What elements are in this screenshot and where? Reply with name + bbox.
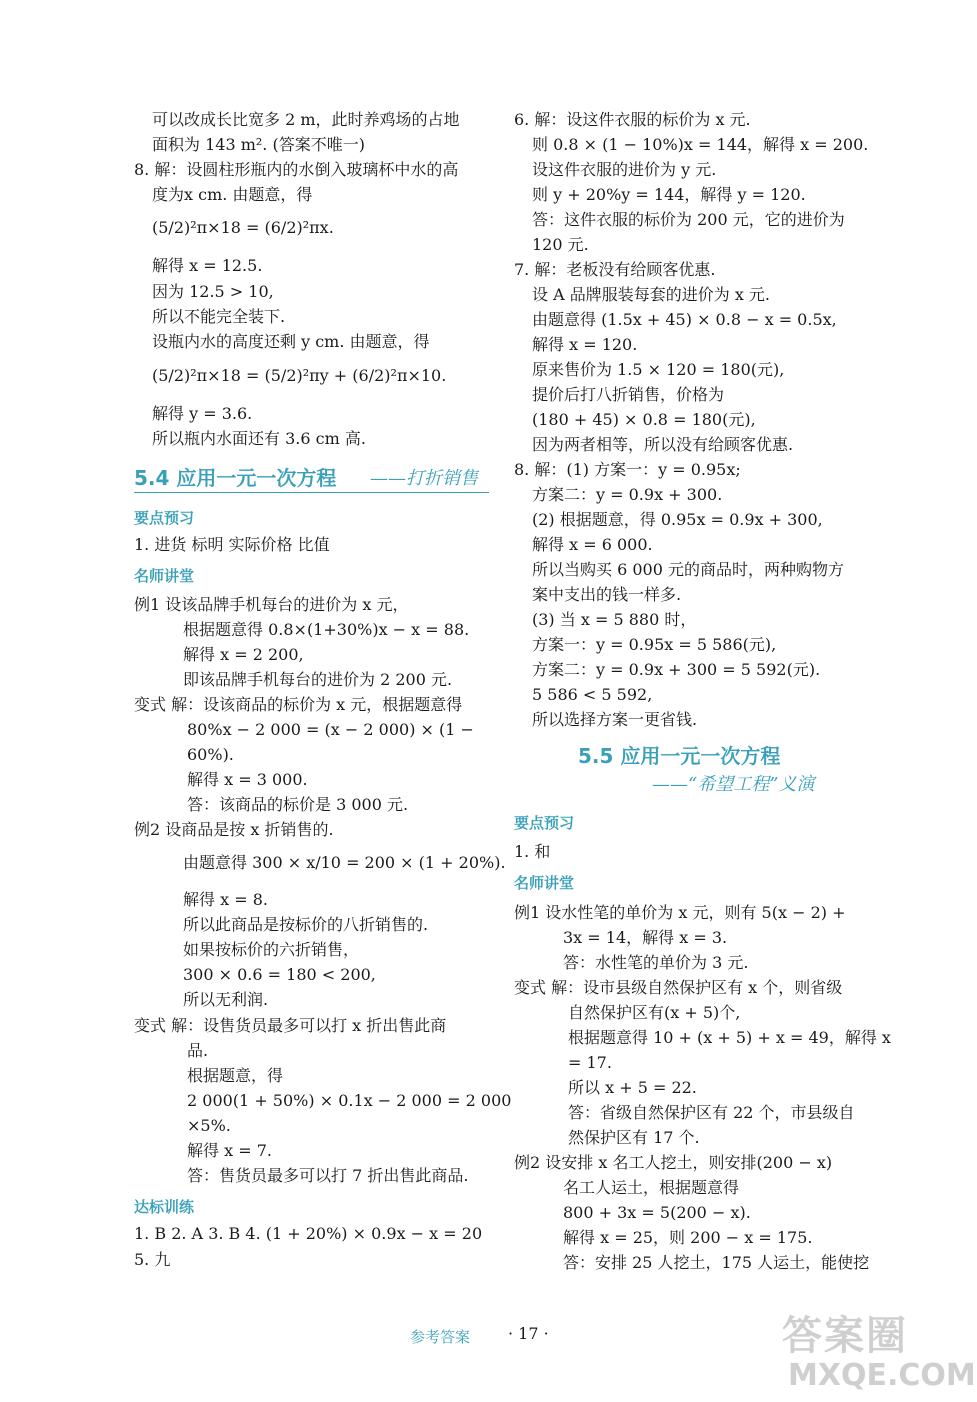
text-line: 2 000(1 + 50%) × 0.1x − 2 000 = 2 000	[187, 1091, 512, 1110]
text-line: 则 0.8 × (1 − 10%)x = 144，解得 x = 200.	[532, 135, 869, 154]
text-line: 60%).	[187, 745, 234, 764]
text-line: (3) 当 x = 5 880 时，	[532, 610, 697, 629]
text-line: 变式 解：设售货员最多可以打 x 折出售此商	[134, 1016, 447, 1035]
text-line: 方案二：y = 0.9x + 300.	[532, 485, 723, 504]
text-line: 8. 解：设圆柱形瓶内的水倒入玻璃杯中水的高	[134, 160, 459, 179]
text-line: 例2 设商品是按 x 折销售的.	[134, 820, 334, 839]
text-line: 根据题意，得	[187, 1066, 284, 1085]
page-number: · 17 ·	[508, 1324, 549, 1343]
footer-label: 参考答案	[410, 1328, 471, 1346]
text-line: 解得 x = 12.5.	[152, 256, 263, 275]
text-line: 方案一：y = 0.95x = 5 586(元),	[532, 635, 777, 654]
heading-preview: 要点预习	[514, 814, 575, 832]
heading-preview: 要点预习	[134, 509, 195, 527]
text-line: 800 + 3x = 5(200 − x).	[563, 1203, 751, 1222]
text-line: 案中支出的钱一样多.	[532, 585, 682, 604]
text-line: 名工人运土，根据题意得	[563, 1178, 740, 1197]
text-line: 解得 x = 7.	[187, 1141, 272, 1160]
text-line: 解得 y = 3.6.	[152, 404, 253, 423]
text-line: (180 + 45) × 0.8 = 180(元),	[532, 410, 756, 429]
text-line: 根据题意得 0.8×(1+30%)x − x = 88.	[183, 620, 470, 639]
text-line: 由题意得 (1.5x + 45) × 0.8 − x = 0.5x,	[532, 310, 837, 329]
text-line: 6. 解：设这件衣服的标价为 x 元.	[514, 110, 751, 129]
text-line: 1. B 2. A 3. B 4. (1 + 20%) × 0.9x − x = 20	[134, 1224, 483, 1243]
text-line: 答：售货员最多可以打 7 折出售此商品.	[187, 1166, 469, 1185]
text-line: 例2 设安排 x 名工人挖土，则安排(200 − x)	[514, 1153, 833, 1172]
text-line: 答：水性笔的单价为 3 元.	[563, 953, 749, 972]
text-line: 度为x cm. 由题意，得	[152, 185, 313, 204]
text-line: 300 × 0.6 = 180 < 200,	[183, 965, 376, 984]
text-line: 5 586 < 5 592,	[532, 685, 653, 704]
text-line: 可以改成长比宽多 2 m，此时养鸡场的占地	[152, 110, 460, 129]
text-line: 面积为 143 m². (答案不唯一)	[152, 135, 365, 154]
text-line: 解得 x = 8.	[183, 890, 268, 909]
heading-lecture: 名师讲堂	[134, 567, 195, 585]
text-line: 即该品牌手机每台的进价为 2 200 元.	[183, 670, 453, 689]
text-line: 所以 x + 5 = 22.	[568, 1078, 697, 1097]
text-line: 设瓶内水的高度还剩 y cm. 由题意，得	[152, 332, 430, 351]
text-line: 答：安排 25 人挖土，175 人运土，能使挖	[563, 1253, 870, 1272]
text-line: (2) 根据题意，得 0.95x = 0.9x + 300,	[532, 510, 823, 529]
text-line: 所以瓶内水面还有 3.6 cm 高.	[152, 429, 366, 448]
section-subtitle: ——打折销售	[370, 468, 478, 489]
section-title: 5.4 应用一元一次方程	[134, 466, 337, 490]
text-line: 解得 x = 6 000.	[532, 535, 653, 554]
text-line: 根据题意得 10 + (x + 5) + x = 49，解得 x	[568, 1028, 891, 1047]
text-line: 如果按标价的六折销售，	[183, 940, 360, 959]
text-line: 所以当购买 6 000 元的商品时，两种购物方	[532, 560, 844, 579]
text-line: 例1 设该品牌手机每台的进价为 x 元，	[134, 595, 409, 614]
text-line: 3x = 14，解得 x = 3.	[563, 928, 728, 947]
text-line: 设这件衣服的进价为 y 元.	[532, 160, 717, 179]
text-line: 所以无利润.	[183, 990, 269, 1009]
text-line: 自然保护区有(x + 5)个,	[568, 1003, 741, 1022]
text-line: 解得 x = 2 200,	[183, 645, 304, 664]
text-line: 1. 和	[514, 842, 551, 861]
formula-line: (5/2)²π×18 = (5/2)²πy + (6/2)²π×10.	[152, 366, 447, 385]
watermark-text: 答案圈	[782, 1313, 908, 1359]
text-line: 然保护区有 17 个.	[568, 1128, 700, 1147]
formula-line: (5/2)²π×18 = (6/2)²πx.	[152, 218, 334, 237]
heading-lecture: 名师讲堂	[514, 874, 575, 892]
watermark-domain: MXQE.COM	[788, 1358, 976, 1393]
text-line: 因为两者相等，所以没有给顾客优惠.	[532, 435, 794, 454]
text-line: 变式 解：设该商品的标价为 x 元，根据题意得	[134, 695, 463, 714]
text-line: 所以选择方案一更省钱.	[532, 710, 698, 729]
text-line: 方案二：y = 0.9x + 300 = 5 592(元).	[532, 660, 821, 679]
text-line: 答：这件衣服的标价为 200 元，它的进价为	[532, 210, 845, 229]
formula-line: 由题意得 300 × x/10 = 200 × (1 + 20%).	[183, 853, 506, 872]
text-line: 设 A 品牌服装每套的进价为 x 元.	[532, 285, 771, 304]
text-line: 因为 12.5 > 10,	[152, 282, 274, 301]
text-line: 原来售价为 1.5 × 120 = 180(元),	[532, 360, 785, 379]
text-line: 品.	[187, 1041, 209, 1060]
section-rule	[134, 492, 489, 493]
watermark-logo	[782, 1304, 976, 1398]
text-line: 7. 解：老板没有给顾客优惠.	[514, 260, 716, 279]
text-line: 所以此商品是按标价的八折销售的.	[183, 915, 429, 934]
text-line: 解得 x = 25，则 200 − x = 175.	[563, 1228, 813, 1247]
heading-exercise: 达标训练	[134, 1198, 195, 1216]
text-line: 答：省级自然保护区有 22 个，市县级自	[568, 1103, 855, 1122]
section-title: 5.5 应用一元一次方程	[578, 744, 781, 768]
text-line: 1. 进货 标明 实际价格 比值	[134, 535, 330, 554]
text-line: 例1 设水性笔的单价为 x 元，则有 5(x − 2) +	[514, 903, 846, 922]
text-line: 提价后打八折销售，价格为	[532, 385, 725, 404]
text-line: 8. 解：(1) 方案一：y = 0.95x;	[514, 460, 741, 479]
text-line: 则 y + 20%y = 144，解得 y = 120.	[532, 185, 806, 204]
section-subtitle: ——“希望工程”义演	[652, 774, 815, 795]
text-line: 120 元.	[532, 235, 589, 254]
text-line: 解得 x = 120.	[532, 335, 638, 354]
text-line: = 17.	[568, 1053, 612, 1072]
text-line: 80%x − 2 000 = (x − 2 000) × (1 −	[187, 720, 474, 739]
text-line: 答：该商品的标价是 3 000 元.	[187, 795, 409, 814]
text-line: 所以不能完全装下.	[152, 307, 286, 326]
text-line: 解得 x = 3 000.	[187, 770, 308, 789]
text-line: ×5%.	[187, 1116, 231, 1135]
text-line: 5. 九	[134, 1250, 171, 1269]
text-line: 变式 解：设市县级自然保护区有 x 个，则省级	[514, 978, 843, 997]
